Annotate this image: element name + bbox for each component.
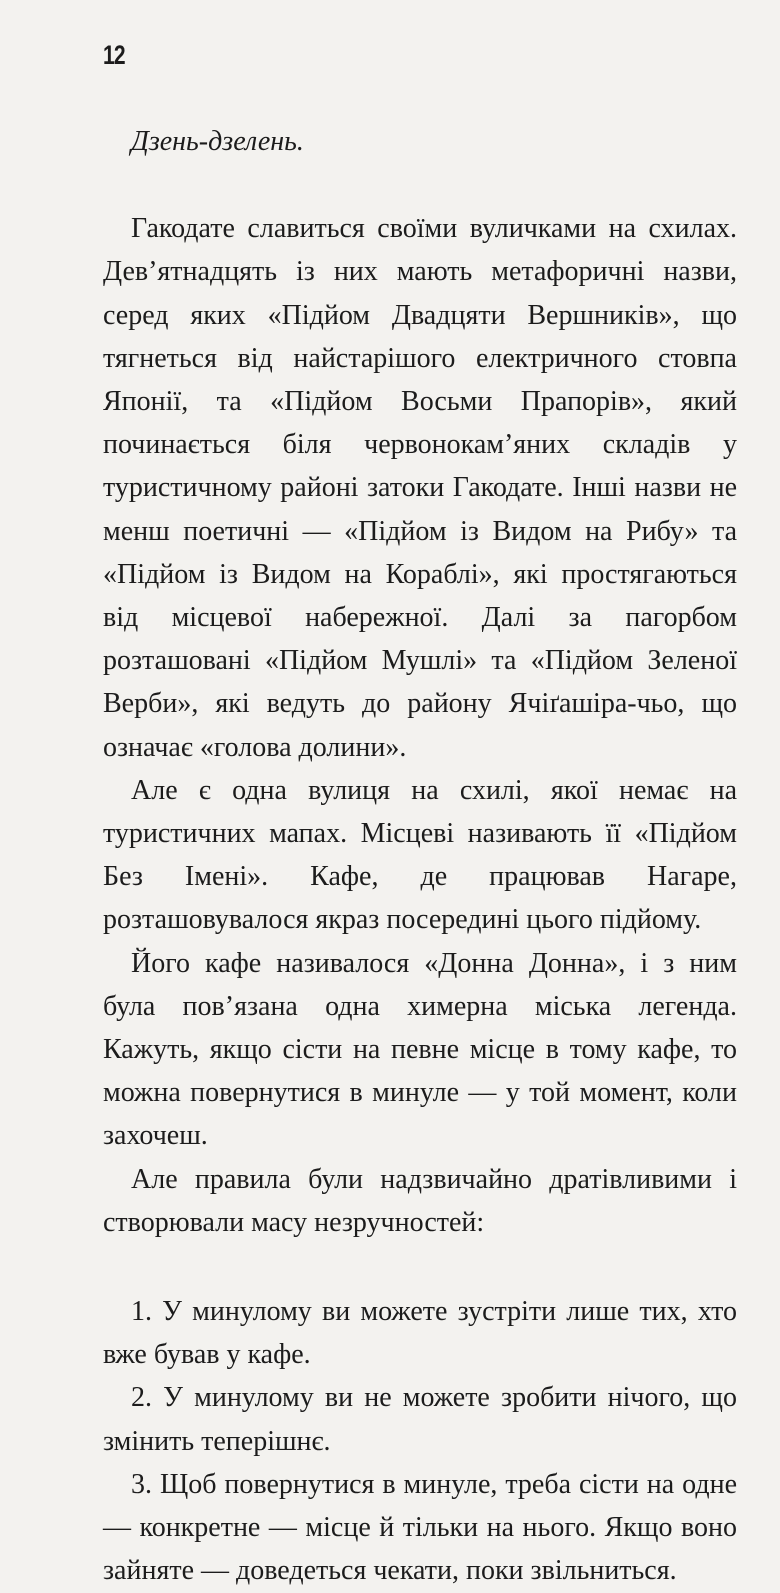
epigraph: Дзень-дзелень. — [131, 126, 304, 157]
paragraph: Але є одна вулиця на схилі, якої немає на туристичних мапах. Місцеві називають її «Підйом Без Імені». Кафе, де працював Нагаре, розташовувалося якраз посередині цього підйому. — [103, 774, 737, 936]
paragraph: Але правила були надзвичайно дратівливими і створювали масу незручностей: — [103, 1163, 737, 1238]
rule-item: 2. У минулому ви не можете зробити нічого, що змінить теперішнє. — [103, 1382, 737, 1457]
paragraph: Його кафе називалося «Донна Донна», і з ним була пов’язана одна химерна міська легенда. Кажуть, якщо сісти на певне місце в тому кафе, то можна повернутися в минуле — у той момент, коли захочеш. — [103, 947, 737, 1152]
rule-item: 3. Щоб повернутися в минуле, треба сісти на одне — конкретне — місце й тільки на нього. Якщо воно зайняте — доведеться чекати, поки звільниться. — [103, 1468, 737, 1587]
paragraph: Гакодате славиться своїми вуличками на схилах. Дев’ятнадцять із них мають метафоричні назви, серед яких «Підйом Двадцяти Вершників», що тягнеться від найстарішого електричного стовпа Японії, та «Підйом Восьми Прапорів», який починається біля червонокам’яних складів у туристичному районі затоки Гакодате. Інші назви не менш поетичні — «Підйом із Видом на Рибу» та «Підйом із Видом на Кораблі», які простягаються від місцевої набережної. Далі за пагорбом розташовані «Підйом Мушлі» та «Підйом Зеленої Верби», які ведуть до району Ячіґашіра-чьо, що означає «голова долини». — [103, 213, 737, 763]
page-number: 12 — [103, 40, 125, 70]
page-body — [103, 120, 737, 1593]
rule-item: 1. У минулому ви можете зустріти лише тих, хто вже бував у кафе. — [103, 1296, 737, 1371]
